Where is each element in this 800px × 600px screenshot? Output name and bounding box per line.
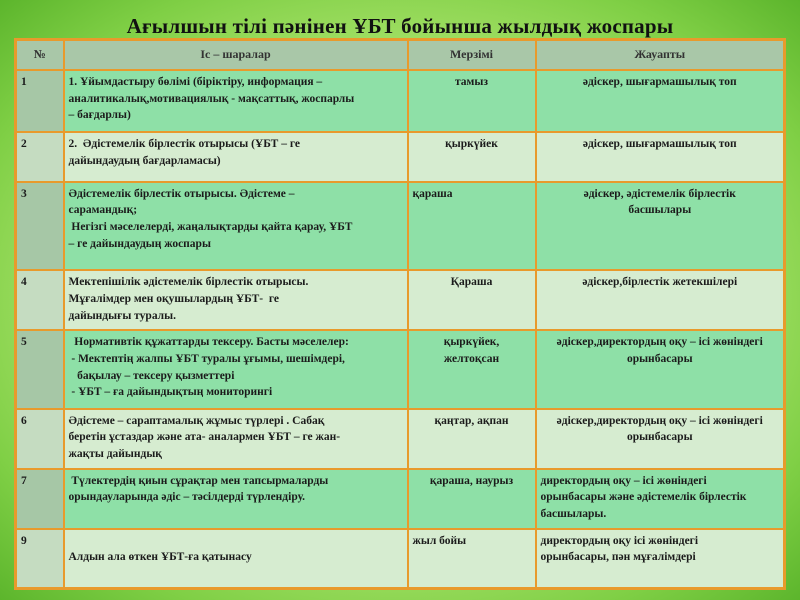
responsible-line: әдіскер,бірлестік жетекшілері bbox=[582, 276, 738, 289]
responsible-line: басшылары. bbox=[540, 507, 607, 520]
page-title: Ағылшын тілі пәнінен ҰБТ бойынша жылдық жоспары bbox=[126, 14, 674, 38]
row-term: қараша bbox=[408, 182, 536, 271]
table-row bbox=[16, 132, 785, 182]
table-row bbox=[16, 529, 785, 589]
responsible-line: басшылары bbox=[628, 204, 692, 217]
table-header-row bbox=[16, 40, 785, 71]
responsible-line: әдіскер,директордың оқу – ісі жөніндегі bbox=[556, 336, 763, 349]
responsible-line: әдіскер, шығармашылық топ bbox=[582, 137, 737, 150]
row-number: 7 bbox=[16, 469, 64, 529]
activity-line: Мектепішілік әдістемелік бірлестік отырысы. bbox=[68, 276, 309, 289]
responsible-line: орынбасары bbox=[626, 352, 693, 365]
row-term: Қараша bbox=[408, 270, 536, 330]
row-responsible bbox=[536, 529, 785, 589]
header-number: № bbox=[16, 40, 64, 71]
table-row bbox=[16, 182, 785, 271]
activity-line: дайындығы туралы. bbox=[68, 309, 176, 322]
row-activity bbox=[64, 132, 408, 182]
activity-line: - ҰБТ – ға дайындықтың мониторингі bbox=[68, 386, 273, 399]
header-responsible: Жауапты bbox=[536, 40, 785, 71]
activity-line: орындауларында әдіс – тәсілдерді түрлендіру. bbox=[68, 491, 306, 504]
header-term: Мерзімі bbox=[408, 40, 536, 71]
row-responsible bbox=[536, 70, 785, 132]
plan-table bbox=[14, 38, 786, 590]
header-activities: Іс – шаралар bbox=[64, 40, 408, 71]
row-term: қараша, наурыз bbox=[408, 469, 536, 529]
row-number: 1 bbox=[16, 70, 64, 132]
row-number: 9 bbox=[16, 529, 64, 589]
table-row bbox=[16, 469, 785, 529]
responsible-line: директордың оқу ісі жөніндегі bbox=[540, 534, 699, 547]
activity-line: Мұғалімдер мен оқушылардың ҰБТ- ге bbox=[68, 293, 280, 305]
activity-line: жақты дайындық bbox=[68, 448, 162, 461]
activity-line: Нормативтік құжаттарды тексеру. Басты мәселелер: bbox=[68, 336, 349, 349]
activity-line: бақылау – тексеру қызметтері bbox=[68, 369, 235, 382]
table-row bbox=[16, 70, 785, 132]
row-term: қыркүйек, желтоқсан bbox=[408, 330, 536, 408]
responsible-line: орынбасары және әдістемелік бірлестік bbox=[540, 491, 747, 504]
activity-line: 1. Ұйымдастыру бөлімі (біріктіру, информация – bbox=[68, 76, 323, 88]
activity-line: – бағдарлы) bbox=[68, 109, 131, 122]
row-term: тамыз bbox=[408, 70, 536, 132]
activity-line bbox=[69, 533, 403, 550]
row-responsible bbox=[536, 270, 785, 330]
row-activity bbox=[64, 70, 408, 132]
activity-line: – ге дайындаудың жоспары bbox=[68, 237, 211, 250]
activity-line: сарамандық; bbox=[68, 204, 138, 217]
row-responsible bbox=[536, 330, 785, 408]
row-responsible bbox=[536, 182, 785, 271]
row-number: 6 bbox=[16, 409, 64, 469]
responsible-line: орынбасары bbox=[626, 431, 693, 444]
table-row bbox=[16, 409, 785, 469]
row-responsible bbox=[536, 469, 785, 529]
row-activity bbox=[64, 529, 408, 589]
activity-line: 2. Әдістемелік бірлестік отырысы (ҰБТ – ге bbox=[68, 137, 301, 150]
row-number: 2 bbox=[16, 132, 64, 182]
row-term: қаңтар, ақпан bbox=[408, 409, 536, 469]
row-term: қыркүйек bbox=[408, 132, 536, 182]
responsible-line: әдіскер, әдістемелік бірлестік bbox=[583, 187, 736, 200]
responsible-line: директордың оқу – ісі жөніндегі bbox=[540, 474, 707, 487]
row-number: 4 bbox=[16, 270, 64, 330]
responsible-line: әдіскер, шығармашылық топ bbox=[582, 76, 737, 88]
table-row bbox=[16, 270, 785, 330]
activity-line: - Мектептің жалпы ҰБТ туралы ұғымы, шешімдері, bbox=[68, 352, 345, 365]
activity-line: Алдын ала өткен ҰБТ-ға қатынасу bbox=[68, 551, 252, 564]
row-number: 5 bbox=[16, 330, 64, 408]
activity-line: Түлектердің қиын сұрақтар мен тапсырмаларды bbox=[68, 474, 329, 487]
row-activity bbox=[64, 469, 408, 529]
activity-line: дайындаудың бағдарламасы) bbox=[68, 154, 221, 167]
responsible-line: әдіскер,директордың оқу – ісі жөніндегі bbox=[556, 414, 763, 427]
row-responsible bbox=[536, 409, 785, 469]
row-number: 3 bbox=[16, 182, 64, 271]
activity-line: Әдістемелік бірлестік отырысы. Әдістеме – bbox=[68, 187, 295, 200]
row-activity bbox=[64, 409, 408, 469]
activity-line: Негізгі мәселелерді, жаңалықтарды қайта қарау, ҰБТ bbox=[68, 220, 353, 233]
row-activity bbox=[64, 270, 408, 330]
activity-line: беретін ұстаздар және ата- аналармен ҰБТ – ге жан- bbox=[68, 431, 341, 444]
table-row bbox=[16, 330, 785, 408]
row-responsible bbox=[536, 132, 785, 182]
activity-line: аналитикалық,мотивациялық - мақсаттық, жоспарлы bbox=[68, 92, 355, 105]
row-activity bbox=[64, 182, 408, 271]
row-term: жыл бойы bbox=[408, 529, 536, 589]
activity-line: Әдістеме – сараптамалық жұмыс түрлері . Сабақ bbox=[68, 414, 325, 427]
row-activity bbox=[64, 330, 408, 408]
responsible-line: орынбасары, пән мұғалімдері bbox=[540, 551, 696, 564]
